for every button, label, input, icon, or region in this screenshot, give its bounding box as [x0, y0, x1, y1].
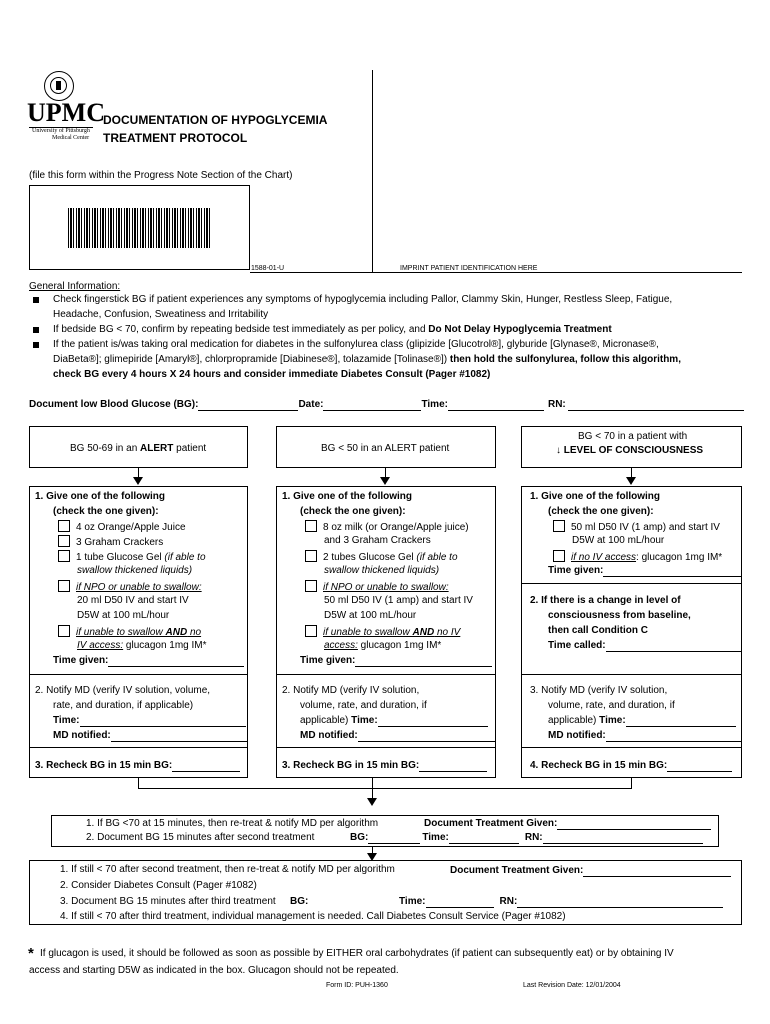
col2-option-gel: 2 tubes Glucose Gel (if able to — [305, 550, 458, 564]
col1-option-npo: if NPO or unable to swallow: — [58, 580, 202, 594]
col1-body: 1. Give one of the following (check the one given): 4 oz Orange/Apple Juice 3 Graham Crackers 1 tube Glucose Gel (if able to swallow thickened liquids) if NPO or unable to swallow: 20 ml D50 IV and start IV D5W at 100 mL/hour if unable to swallow AND no IV access: glucagon 1mg IM* Time given: 2. Notify MD (verify IV solution, volume, rate, and duration, if applicable) Time: MD notified: 3. Recheck BG in 15 min BG: — [29, 486, 248, 778]
file-note: (file this form within the Progress Note Section of the Chart) — [29, 170, 293, 181]
col1-md-time-field[interactable] — [80, 716, 246, 727]
bullet-2: If bedside BG < 70, confirm by repeating bedside test immediately as per policy, and Do Not Delay Hypoglycemia Treatment — [53, 324, 612, 335]
col3-time-called-field[interactable] — [606, 641, 741, 652]
bg-field[interactable] — [198, 400, 298, 411]
col3-time-given-field[interactable] — [603, 566, 741, 577]
col1-md-notified-field[interactable] — [111, 731, 247, 742]
followup-box-2: 1. If still < 70 after second treatment, then re-treat & notify MD per algorithm 2. Consider Diabetes Consult (Pager #1082) 3. Document BG 15 minutes after third treatment 4. If still < 70 after third treatment, individual management is needed. Call Diabetes Consult Service (Pager #1082) Document Treatment Given: BG: Time: RN: — [29, 860, 742, 925]
checkbox-milk[interactable] — [305, 520, 317, 532]
checkbox-glucagon-2[interactable] — [305, 625, 317, 637]
box1-rn-field[interactable] — [543, 833, 703, 844]
col1-header: BG 50-69 in an ALERT patient — [29, 426, 248, 468]
col3-recheck-field[interactable] — [667, 761, 732, 772]
bullet-3-line2: DiaBeta®]; glimepiride [Amaryl®], chlorpropramide [Diabinese®], tolazamide [Tolinase®]) then hold the sulfonylurea, follow this algorithm, — [53, 354, 681, 365]
col2-header: BG < 50 in an ALERT patient — [276, 426, 496, 468]
followup-box-1: 1. If BG <70 at 15 minutes, then re-treat & notify MD per algorithm 2. Document BG 15 minutes after second treatment Document Treatment Given: BG: Time: RN: — [51, 815, 719, 847]
footnote-line1: If glucagon is used, it should be followed as soon as possible by EITHER oral carbohydrates (if patient can subsequently eat) or by obtaining IV — [40, 948, 674, 959]
col1-option-juice: 4 oz Orange/Apple Juice — [58, 520, 186, 534]
bullet-1-line1: Check fingerstick BG if patient experiences any symptoms of hypoglycemia including Pallor, Clammy Skin, Hunger, Restless Sleep, Fatigue, — [53, 294, 673, 305]
col1-time-given-field[interactable] — [108, 656, 244, 667]
col2-option-npo: if NPO or unable to swallow: — [305, 580, 449, 594]
col3-body: 1. Give one of the following (check the one given): 50 ml D50 IV (1 amp) and start IV D5W at 100 mL/hour if no IV access: glucagon 1mg IM* Time given: 2. If there is a change in level of consciousness from baseline, then call Condition C Time called: 3. Notify MD (verify IV solution, volume, rate, and duration, if applicable) Time: MD notified: 4. Recheck BG in 15 min BG: — [521, 486, 742, 778]
col3-header: BG < 70 in a patient with ↓ LEVEL OF CONSCIOUSNESS — [521, 426, 742, 468]
col3-option-d50: 50 ml D50 IV (1 amp) and start IV — [553, 520, 720, 534]
col2-option-milk: 8 oz milk (or Orange/Apple juice) — [305, 520, 469, 534]
box2-bg-label: BG: — [290, 896, 309, 907]
logo-sub2: Medical Center — [52, 135, 90, 141]
bullet-3-line3: check BG every 4 hours X 24 hours and consider immediate Diabetes Consult (Pager #1082) — [53, 369, 491, 380]
form-title-line1: DOCUMENTATION OF HYPOGLYCEMIA — [103, 113, 328, 127]
barcode — [68, 208, 210, 248]
col1-option-crackers: 3 Graham Crackers — [58, 535, 163, 549]
box1-bg-field[interactable] — [368, 833, 420, 844]
box1-time-field[interactable] — [449, 833, 519, 844]
box2-treatment-field[interactable] — [583, 866, 731, 877]
checkbox-crackers[interactable] — [58, 535, 70, 547]
col2-md-notified-field[interactable] — [358, 731, 495, 742]
checkbox-d50[interactable] — [553, 520, 565, 532]
checkbox-glucagon[interactable] — [58, 625, 70, 637]
col1-recheck-field[interactable] — [172, 761, 240, 772]
col2-md-time-field[interactable] — [378, 716, 488, 727]
imprint-label: IMPRINT PATIENT IDENTIFICATION HERE — [400, 265, 538, 272]
footnote-line2: access and starting D5W as indicated in the box. Glucagon should not be repeated. — [29, 965, 399, 976]
col2-body: 1. Give one of the following (check the one given): 8 oz milk (or Orange/Apple juice) and 3 Graham Crackers 2 tubes Glucose Gel (if able to swallow thickened liquids) if NPO or unable to swallow: 50 ml D50 IV (1 amp) and start IV D5W at 100 mL/hour if unable to swallow AND no IV access: glucagon 1mg IM* Time given: 2. Notify MD (verify IV solution, volume, rate, and duration, if applicable) Time: MD notified: 3. Recheck BG in 15 min BG: — [276, 486, 496, 778]
bullet-3-line1: If the patient is/was taking oral medication for diabetes in the sulfonylurea class (glipizide [Glucotrol®], glyburide [Glynase®, Micronase®, — [53, 339, 659, 350]
time-field[interactable] — [448, 400, 544, 411]
date-field[interactable] — [323, 400, 421, 411]
col3-md-time-field[interactable] — [626, 716, 736, 727]
col3-option-glucagon: if no IV access: glucagon 1mg IM* — [553, 550, 722, 564]
checkbox-juice[interactable] — [58, 520, 70, 532]
form-id: Form ID: PUH-1360 — [326, 982, 388, 989]
footnote-star: * — [28, 945, 34, 962]
checkbox-gel-2[interactable] — [305, 550, 317, 562]
form-title-line2: TREATMENT PROTOCOL — [103, 131, 248, 145]
logo-sub1: University of Pittsburgh — [32, 128, 90, 134]
doc-row: Document low Blood Glucose (BG): Date: Time: RN: — [29, 399, 744, 411]
form-code: 1588-01-U — [251, 265, 285, 272]
col3-md-notified-field[interactable] — [606, 731, 741, 742]
box2-rn-field[interactable] — [517, 897, 723, 908]
logo-text: UPMC — [27, 98, 105, 127]
box1-treatment-field[interactable] — [557, 819, 711, 830]
col1-option-glucagon: if unable to swallow AND no — [58, 625, 201, 639]
box2-time-field[interactable] — [426, 897, 494, 908]
bullet-1-line2: Headache, Confusion, Sweatiness and Irritability — [53, 309, 269, 320]
rn-field[interactable] — [568, 400, 744, 411]
revision-date: Last Revision Date: 12/01/2004 — [523, 982, 621, 989]
checkbox-glucagon-3[interactable] — [553, 550, 565, 562]
general-heading: General Information: — [29, 281, 121, 292]
col1-option-gel: 1 tube Glucose Gel (if able to — [58, 550, 206, 564]
col2-time-given-field[interactable] — [355, 656, 492, 667]
checkbox-gel[interactable] — [58, 550, 70, 562]
checkbox-npo[interactable] — [58, 580, 70, 592]
seal-icon — [44, 71, 74, 101]
col2-option-glucagon: if unable to swallow AND no IV — [305, 625, 460, 639]
col2-recheck-field[interactable] — [419, 761, 487, 772]
checkbox-npo-2[interactable] — [305, 580, 317, 592]
